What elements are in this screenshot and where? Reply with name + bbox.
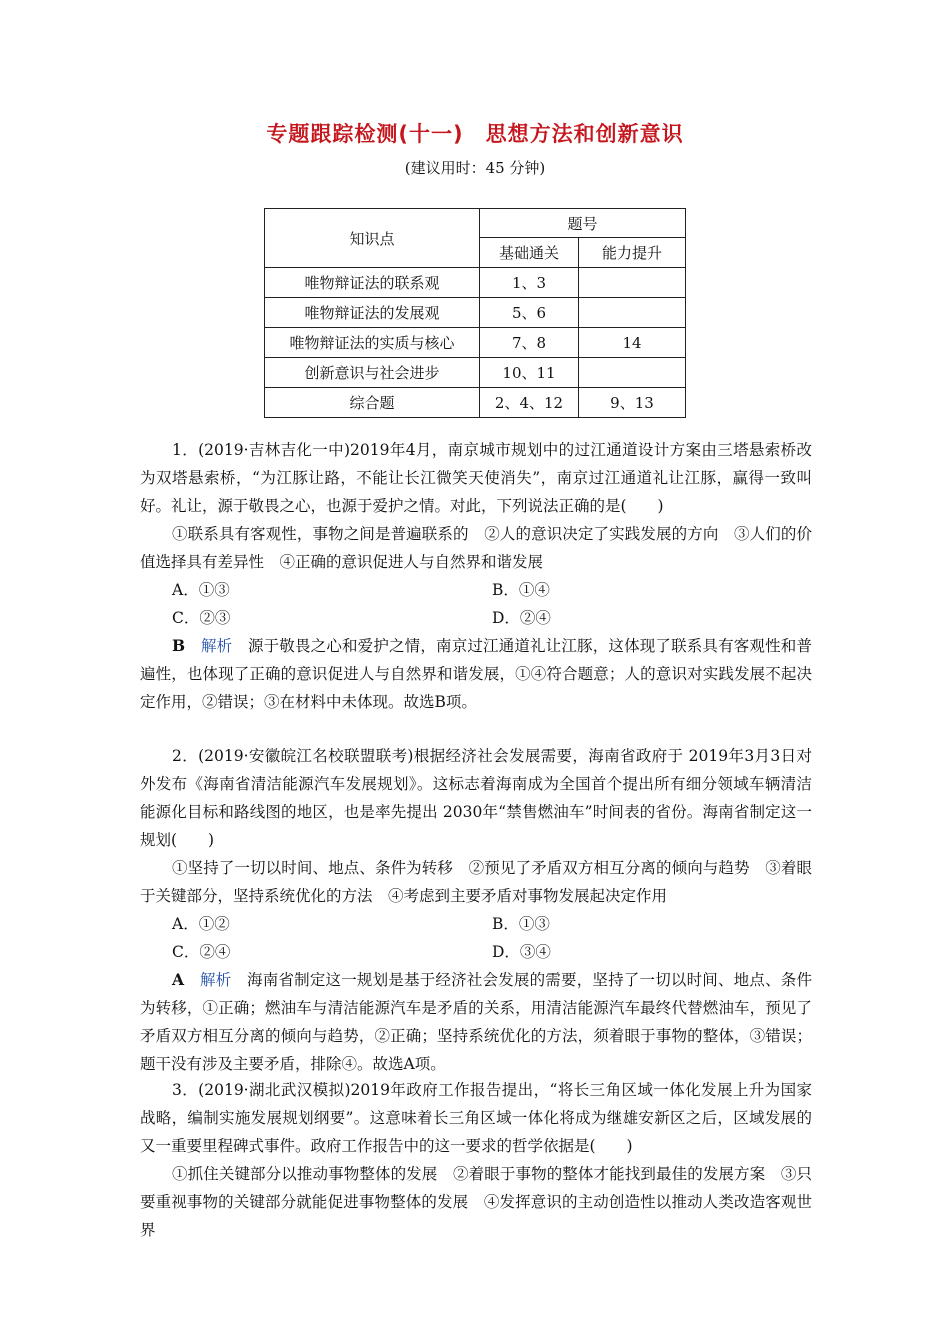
title-main: 专题跟踪检测(十一) xyxy=(266,122,464,146)
row-topic: 唯物辩证法的发展观 xyxy=(265,298,480,328)
option-c: C．②④ xyxy=(172,943,231,961)
row-basic: 7、8 xyxy=(480,328,579,358)
row-ability xyxy=(579,268,686,298)
answer-analysis xyxy=(140,632,812,716)
row-basic: 2、4、12 xyxy=(480,388,579,418)
row-topic: 创新意识与社会进步 xyxy=(265,358,480,388)
time-note: (建议用时：45 分钟) xyxy=(404,159,546,177)
question-stem: 2．(2019·安徽皖江名校联盟联考)根据经济社会发展需要，海南省政府于 2019年3月3日对外发布《海南省清洁能源汽车发展规划》。这标志着海南成为全国首个提出所有细分领域车辆清洁能源化目标和路线图的地区，也是率先提出 2030年“禁售燃油车”时间表的省份。海南省制定这一规划( ) xyxy=(140,747,812,849)
question-statements: ①联系具有客观性，事物之间是普遍联系的 ②人的意识决定了实践发展的方向 ③人们的价值选择具有差异性 ④正确的意识促进人与自然界和谐发展 xyxy=(140,525,812,571)
analysis-text: 海南省制定这一规划是基于经济社会发展的需要，坚持了一切以时间、地点、条件为转移，①正确；燃油车与清洁能源汽车是矛盾的关系，用清洁能源汽车最终代替燃油车，预见了矛盾双方相互分离的倾向与趋势，②正确；坚持系统优化的方法，须着眼于事物的整体，③错误；题干没有涉及主要矛盾，排除④。故选A项。 xyxy=(140,971,812,1073)
knowledge-point-table xyxy=(264,208,686,418)
row-ability: 14 xyxy=(579,328,686,358)
table-row xyxy=(265,298,686,328)
row-basic: 1、3 xyxy=(480,268,579,298)
row-basic: 10、11 xyxy=(480,358,579,388)
option-c: C．②③ xyxy=(172,609,231,627)
row-ability xyxy=(579,358,686,388)
option-b: B．①③ xyxy=(492,915,550,933)
option-b: B．①④ xyxy=(492,581,550,599)
analysis-text: 源于敬畏之心和爱护之情，南京过江通道礼让江豚，这体现了联系具有客观性和普遍性，也体现了正确的意识促进人与自然界和谐发展，①④符合题意；人的意识对实践发展不起决定作用，②错误；③在材料中未体现。故选B项。 xyxy=(140,637,812,711)
question-stem: 1．(2019·吉林吉化一中)2019年4月，南京城市规划中的过江通道设计方案由三塔悬索桥改为双塔悬索桥，“为江豚让路，不能让长江微笑天使消失”，南京过江通道礼让江豚，赢得一致叫好。礼让，源于敬畏之心，也源于爱护之情。对此，下列说法正确的是( ) xyxy=(140,441,812,515)
question-statements: ①抓住关键部分以推动事物整体的发展 ②着眼于事物的整体才能找到最佳的发展方案 ③只要重视事物的关键部分就能促进事物整体的发展 ④发挥意识的主动创造性以推动人类改造客观世界 xyxy=(140,1165,812,1239)
option-row xyxy=(140,604,812,632)
question-statements: ①坚持了一切以时间、地点、条件为转移 ②预见了矛盾双方相互分离的倾向与趋势 ③着眼于关键部分，坚持系统优化的方法 ④考虑到主要矛盾对事物发展起决定作用 xyxy=(140,859,812,905)
analysis-label: 解析 xyxy=(199,971,232,989)
row-ability: 9、13 xyxy=(579,388,686,418)
page-title xyxy=(0,118,950,148)
row-topic: 唯物辩证法的实质与核心 xyxy=(265,328,480,358)
table-row xyxy=(265,328,686,358)
row-basic: 5、6 xyxy=(480,298,579,328)
analysis-label: 解析 xyxy=(200,637,233,655)
option-row xyxy=(140,576,812,604)
question-1 xyxy=(140,436,812,716)
header-ability: 能力提升 xyxy=(579,238,686,268)
header-knowledge: 知识点 xyxy=(265,209,480,268)
option-a: A．①③ xyxy=(172,581,230,599)
question-stem: 3．(2019·湖北武汉模拟)2019年政府工作报告提出，“将长三角区域一体化发展上升为国家战略，编制实施发展规划纲要”。这意味着长三角区域一体化将成为继雄安新区之后，区域发展的又一重要里程碑式事件。政府工作报告中的这一要求的哲学依据是( ) xyxy=(140,1081,812,1155)
row-ability xyxy=(579,298,686,328)
option-a: A．①② xyxy=(172,915,230,933)
answer-letter: B xyxy=(172,636,186,655)
row-topic: 唯物辩证法的联系观 xyxy=(265,268,480,298)
row-topic: 综合题 xyxy=(265,388,480,418)
question-3 xyxy=(140,1076,812,1244)
table-row xyxy=(265,358,686,388)
answer-analysis xyxy=(140,966,812,1078)
header-basic: 基础通关 xyxy=(480,238,579,268)
option-d: D．③④ xyxy=(492,943,551,961)
option-row xyxy=(140,910,812,938)
table-row xyxy=(265,268,686,298)
option-d: D．②④ xyxy=(492,609,551,627)
title-sub: 思想方法和创新意识 xyxy=(485,122,684,146)
option-row xyxy=(140,938,812,966)
answer-letter: A xyxy=(172,970,185,989)
table-row xyxy=(265,388,686,418)
question-2 xyxy=(140,742,812,1078)
header-question-no: 题号 xyxy=(480,209,686,238)
